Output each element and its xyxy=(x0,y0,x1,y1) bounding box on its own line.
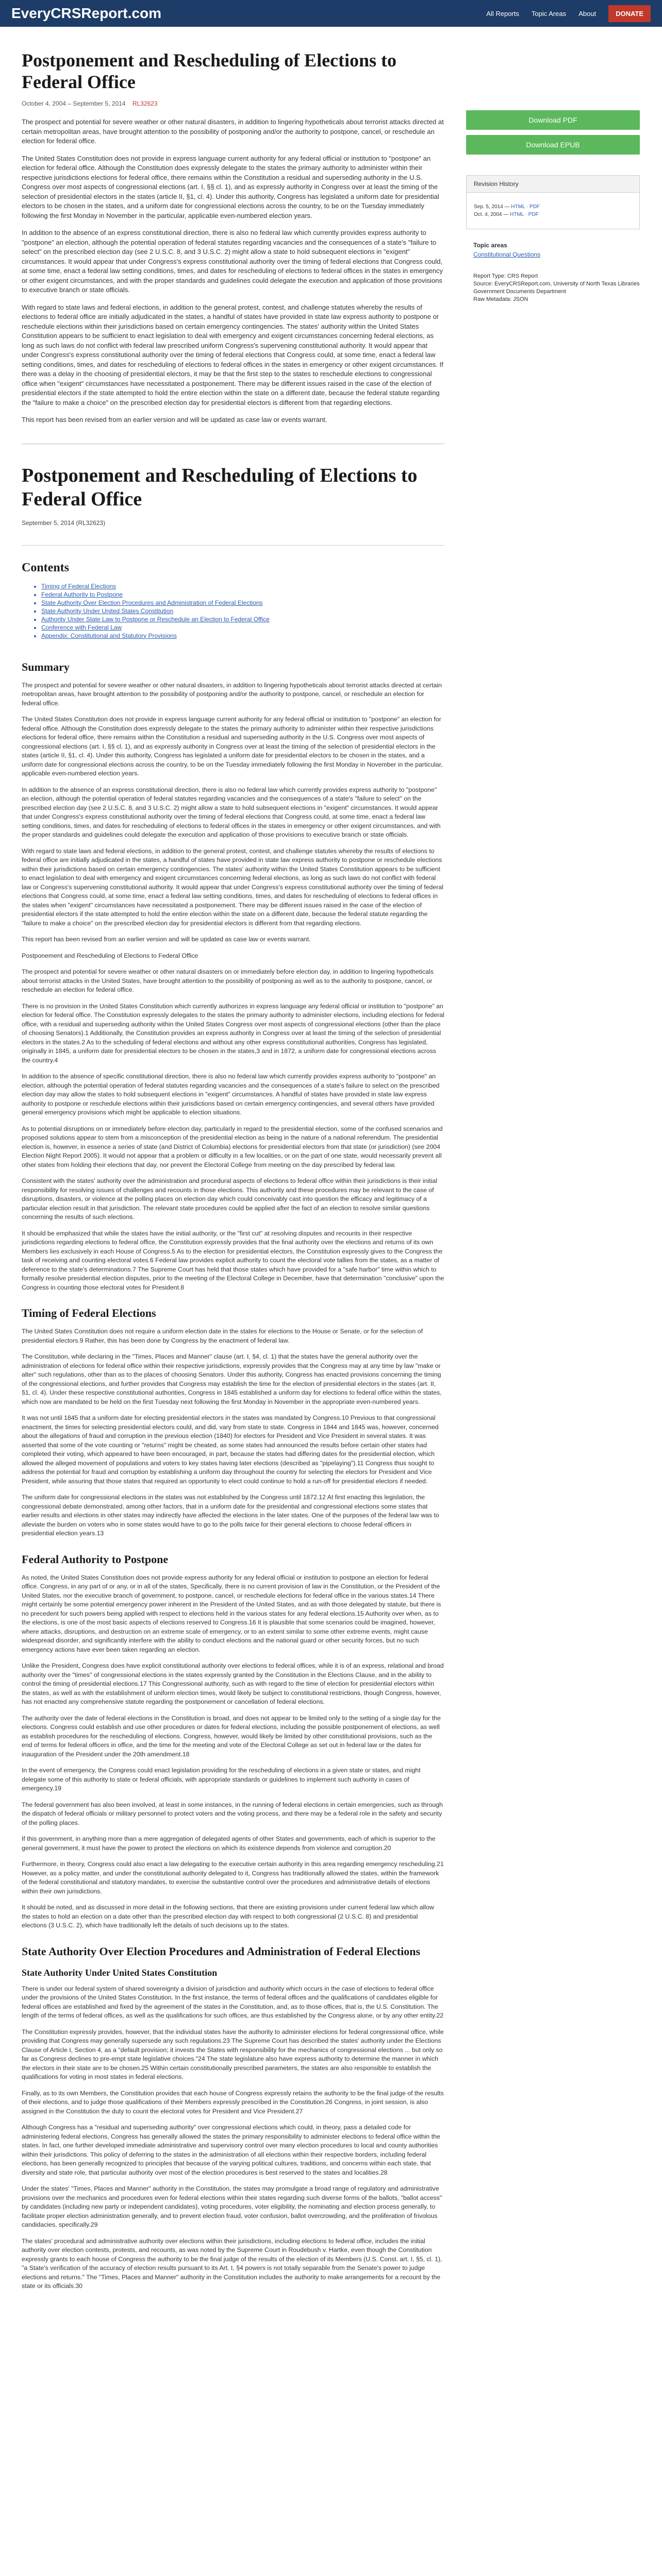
toc-item[interactable] xyxy=(41,632,444,640)
summary-heading: Summary xyxy=(22,660,70,673)
table-of-contents xyxy=(22,582,444,640)
top-summary xyxy=(22,117,444,425)
body-paragraph: Postponement and Rescheduling of Elections to Federal Office xyxy=(22,952,198,959)
toc-link[interactable]: Authority Under State Law to Postpone or Reschedule an Election to Federal Office xyxy=(41,615,270,623)
raw-metadata[interactable]: Raw Metadata: JSON xyxy=(473,296,528,302)
body-paragraph: In addition to the absence of specific constitutional direction, there is also no federal law which currently provides express authority to "postpone" an election, although the potential operation of federal statutes regarding vacancies and the consequences of a state's failure to select on the prescribed election day may allow the states to hold subsequent elections in "exigent" circumstances. A handful of states have provided in state law express authority to postpone or reschedule elections within their jurisdictions based on certain emergency contingencies, and several others have provided general emergency provisions which might be applicable to election situations. xyxy=(22,1073,440,1116)
report-source: Source: EveryCRSReport.com, University of North Texas Libraries Government Documents Department xyxy=(473,281,640,295)
topic-link[interactable]: Constitutional Questions xyxy=(473,251,541,258)
summary-paragraph: The United States Constitution does not provide in express language current authority for any federal official or institution to "postpone" an election for federal office. Although the Constitution does expressly delegate to the states the primary authority to administer within their respective jurisdictions elections for federal office, there remains within the Constitution a residual and superseding authority in the U.S. Congress over most aspects of congressional elections (art. I, §§ cl. 1), and as expressly authority in Congress over at least the timing of the selection of presidential electors in the states (article II, §1, cl. 4). Under this authority, Congress has legislated a uniform date for presidential electors to be chosen in the states, and a uniform date for congressional elections across the country, to be on the Tuesday immediately following the first Monday in November in the particular, applicable even-numbered election years. xyxy=(22,154,439,219)
body-paragraph: The states' procedural and administrative authority over elections within their jurisdictions, including elections to federal office, includes the initial authority over election contests, protests, and recounts, as was noted by the Supreme Court in Roudebush v. Hartke, even though the Constitution expressly grants to each house of Congress the authority to be the final judge of the results of the election of its Members (U.S. Const. art. I, §5, cl. 1), "a State's verification of the accuracy of election results pursuant to its Art. I, §4 powers is not totally separable from the Senate's power to judge elections and returns." The "Times, Places and Manner" authority in the Constitution includes the authority to make arrangements for a recount by the state or its officials.30 xyxy=(22,2237,442,2290)
toc-link[interactable]: State Authority Under United States Constitution xyxy=(41,607,174,615)
report-id[interactable]: RL32623 xyxy=(132,100,158,107)
body-paragraph: This report has been revised from an earlier version and will be updated as case law or events warrant. xyxy=(22,936,311,943)
toc-item[interactable] xyxy=(41,623,444,632)
report-date: September 5, 2014 (RL32623) xyxy=(22,519,106,527)
contents-heading: Contents xyxy=(22,561,70,574)
nav-about[interactable]: About xyxy=(578,9,597,18)
site-logo[interactable]: EveryCRSReport.com xyxy=(11,5,161,21)
state-authority-heading: State Authority Over Election Procedures and Administration of Federal Elections xyxy=(22,1944,421,1958)
revision-links[interactable]: HTML · PDF xyxy=(510,212,539,217)
revision-item: Sep. 5, 2014 — HTML · PDF xyxy=(474,204,540,210)
top-nav-links xyxy=(486,5,651,22)
body-paragraph: The United States Constitution does not require a uniform election date in the states for elections to the House or Senate, or for the selection of presidential electors.9 Rather, this has been done by Congress by the enactment of federal law. xyxy=(22,1328,423,1344)
body-paragraph: Consistent with the states' authority over the administration and procedural aspects of elections to federal office within their jurisdictions is their initial responsibility for resolving issues of challenges and recounts in those elections. This authority and these procedures may be relevant to the case of disruptions, disasters, or violence at the polling places on election day which could conceivably cast into question the efficacy and legitimacy of a particular election result in that jurisdiction. The relevant state procedures could be applied after the fact of an election to resolve similar questions concerning the results of such elections. xyxy=(22,1177,437,1221)
divider xyxy=(22,545,444,546)
summary-paragraph: In addition to the absence of an express constitutional direction, there is also no federal law which currently provides express authority to "postpone" an election, although the potential operation of federal statutes regarding vacancies and the consequences of a state's "failure to select" on the prescribed election day (see 2 U.S.C. 8, and 3 U.S.C. 2) might allow a state to hold subsequent elections in "exigent" circumstances. It would appear that under Congress's express constitutional authority over the timing of federal elections that Congress could, at some time, enact a federal law setting conditions, times, and dates for rescheduling of elections to federal offices in the states in emergency or other exigent circumstances, and with the proper standards and guidelines could delegate the execution and application of those provisions to executive branch or state officials. xyxy=(22,229,443,294)
body-paragraph: Unlike the President, Congress does have explicit constitutional authority over elections to federal offices, while it is of an express, relational and broad authority over the "times" of congressional elections in the states expressly granted by the Constitution in the Elections Clause, and in the ability to control the timing of presidential elections.17 This Congressional authority, such as with regard to the time of election for presidential electors within the states, as well as with the establishment of uniform election times, would likely be subject to constitutional restrictions, though Congress, however, has not enacted any comprehensive statute regarding the postponement or cancellation of federal elections. xyxy=(22,1662,444,1705)
toc-item[interactable] xyxy=(41,582,444,590)
body-paragraph: The federal government has also been involved, at least in some instances, in the running of federal elections in certain emergencies, such as through the dispatch of federal officials or military personnel to protect voters and the voting process, and there may be a federal role in the safety and security of the polling places. xyxy=(22,1801,443,1826)
revision-list xyxy=(467,193,639,229)
toc-item[interactable] xyxy=(41,599,444,607)
body-paragraph: The prospect and potential for severe weather or other natural disasters on or immediately before election day, in addition to lingering hypotheticals about terrorist attacks in the United States, have brought attention to the possibility of postponing as well as to the authority to postpone, cancel, or reschedule an election for federal office. xyxy=(22,968,434,993)
federal-authority-heading: Federal Authority to Postpone xyxy=(22,1552,169,1566)
revision-date: Sep. 5, 2014 xyxy=(474,204,503,210)
body-paragraph: There is under our federal system of shared sovereignty a division of jurisdiction and authority which occurs in the case of elections to federal office under the provisions of the United States Constitution. In the first instance, the terms of federal offices and the qualifications of candidates eligible for federal offices are established and fixed by the agreement of the states in the Constitution, and, as to those offices, that is, the U.S. Constitution. The length of the terms of federal offices, as well as the qualifications for such offices, are thus established by the Congress alone, or by any other entity.22 xyxy=(22,1985,444,2019)
summary-paragraph: The prospect and potential for severe weather or other natural disasters, in addition to lingering hypotheticals about terrorist attacks directed at certain metropolitan areas, have brought attention to the possibility of postponing and/or the authority to postpone, cancel, or reschedule an election for federal office. xyxy=(22,118,444,145)
body-paragraph: The Constitution, while declaring in the "Times, Places and Manner" clause (art. I, §4, cl. 1) that the states have the general authority over the administration of elections for federal office within their respective jurisdictions, expressly provides that the Congress may at any time by law "make or alter" such regulations, other than as to the places of choosing Senators. Under this authority, Congress has enacted provisions concerning the timing of the congressional elections, and further provides that Congress may establish the time for the election of presidential electors in the states (art. II, §1, cl. 4). Under these respective constitutional authorities, Congress in 1845 established a uniform day for elections to federal office within the states, which now are mandated to be held on the first Tuesday next following the first Monday in November in the appropriate even-numbered years. xyxy=(22,1353,442,1405)
revision-history-panel xyxy=(466,175,640,229)
download-pdf-button[interactable]: Download PDF xyxy=(466,110,640,130)
main-content xyxy=(22,27,444,2298)
topic-areas-label: Topic areas xyxy=(473,242,507,249)
body-paragraph: The Constitution expressly provides, however, that the individual states have the authority to administer elections for federal congressional office, while providing that Congress may generally supersede any such regulations.23 The Supreme Court has described the states' authority under the Elections Clause of Article I, Section 4, as a "default provision; it invests the States with responsibility for the mechanics of congressional elections ... but only so far as Congress declines to pre-empt state legislative choices."24 The state legislature also have express authority to determine the manner in which the electors in their state are to be chosen.25 Within certain constitutionally prescribed parameters, the states are also responsible to establish the qualifications for voting in most states in federal elections. xyxy=(22,2028,444,2080)
body-paragraph: With regard to state laws and federal elections, in addition to the general protest, contest, and challenge statutes whereby the results of elections to federal office are initially adjudicated in the states, a handful of states have provided in state law express authority to postpone or reschedule elections within their jurisdictions based on certain emergency contingencies. The states' authority within the United States Constitution appears to be sufficient to enact legislation to deal with emergency and exigent circumstances concerning federal elections, as long as such laws do not conflict with federal law or Congress's supervening constitutional authority. It would appear that under Congress's express constitutional authority over the timing of federal elections that Congress could, at some time, enact a federal law setting conditions, times, and dates for rescheduling of elections to federal offices in the states when "exigent" circumstances have necessitated a postponement. There may be different issues raised in the case of the election of presidential electors if the state attempted to hold the entire election within the state on a different date, because the federal statute regarding the "failure to make a choice" on the prescribed election day for presidential electors is different from that regarding elections. xyxy=(22,847,443,927)
body-paragraph: The uniform date for congressional elections in the states was not established by the Congress until 1872.12 At first enacting this legislation, the congressional debate demonstrated, among other factors, that in a uniform date for the presidential and congressional elections some states that earlier results and elections in other states may indirectly have affected the elections in the later states. One of the purposes of the federal law was to alleviate the burden on voters who in some states would have to go to the polls twice for their general elections to choose federal officers in presidential election years.13 xyxy=(22,1494,439,1537)
body-paragraph: In addition to the absence of an express constitutional direction, there is also no federal law which currently provides express authority to "postpone" an election, although the potential operation of federal statutes regarding vacancies and the consequences of a state's "failure to select" on the prescribed election day (see 2 U.S.C. 8, and 3 U.S.C. 2) might allow a state to hold subsequent elections in "exigent" circumstances. It would appear that under Congress's express constitutional authority over the timing of federal elections that Congress could, at some time, enact a federal law setting conditions, times, and dates for rescheduling of elections to federal offices in the states in emergency or other exigent circumstances, and with the proper standards and guidelines could delegate the execution and application of those provisions to executive branch or state officials. xyxy=(22,786,441,838)
summary-paragraph: With regard to state laws and federal elections, in addition to the general protest, contest, and challenge statutes whereby the results of elections to federal office are initially adjudicated in the states, a handful of states have provided in state law express authority to postpone or reschedule elections within their jurisdictions based on certain emergency contingencies. The states' authority within the United States Constitution appears to be sufficient to enact legislation to deal with emergency and exigent circumstances concerning federal elections, as long as such laws do not conflict with federal law prescribed uniform Congress's supervening constitutional authority. It would appear that under Congress's express constitutional authority over the timing of federal elections that Congress could, at some time, enact a federal law setting conditions, times, and dates for rescheduling of elections to federal offices in the states in emergency or other exigent circumstances. If there was a delay in the choosing of presidential electors, it may be that the first step to the states to reschedule elections to congressional office when "exigent" circumstances have necessitated a postponement. There may be different issues raised in the case of the election of presidential electors if the state attempted to hold the entire election within the state on a different date, because the federal statute regarding the "failure to make a choice" on the prescribed election day for presidential electors is different from that regarding elections. xyxy=(22,303,443,406)
download-epub-button[interactable]: Download EPUB xyxy=(466,135,640,155)
toc-item[interactable] xyxy=(41,615,444,623)
body-paragraph: As to potential disruptions on or immediately before election day, particularly in regard to the presidential election, some of the confused scenarios and proposed solutions appear to stem from a misconception of the presidential election as being in the nature of a national referendum. The presidential election is, however, in essence a series of state (and District of Columbia) elections for presidential electors from that state (or jurisdiction) (see 2004 Election Night Report 2005). It would not appear that a problem or difficulty in a few localities, or on the part of one state, would necessarily prevent all other states from holding their elections that day, nor prevent the Electoral College from meeting on the day prescribed by federal law. xyxy=(22,1125,443,1168)
body-paragraph: The authority over the date of federal elections in the Constitution is broad, and does not appear to be limited only to the setting of a single day for the elections. Congress could establish and use other procedures or dates for federal elections, including the possible postponement of elections, as well as establish procedures for the rescheduling of elections. Congress, however, would likely be limited by other constitutional provisions, such as the end of terms for federal officers in office, and the time for the meeting and vote of the Electoral College as set out in federal law or the dates for inauguration of the President under the 20th amendment.18 xyxy=(22,1714,441,1758)
page-title: Postponement and Rescheduling of Elections to Federal Office xyxy=(22,50,397,92)
toc-link[interactable]: Timing of Federal Elections xyxy=(41,582,116,590)
body-paragraph: Although Congress has a "residual and superseding authority" over congressional elections which could, in theory, pass a detailed code for administering federal elections, Congress has generally allowed the states the primary responsibility to administer elections to federal office within the states. In fact, one further developed immediate administrative and supervisory control over many election procedures to local and county authorities within their jurisdictions. This policy of deferring to the states in the administration of all elections within their respective borders, including federal elections, has been generally recognized to principles that because of the varying political cultures, traditions, and concerns within each state, that diversity and state role, that particular authority over most of the election procedures is best reserved to the states and localities.28 xyxy=(22,2124,440,2176)
report-type: Report Type: CRS Report xyxy=(473,273,538,279)
report-source-info xyxy=(466,273,640,303)
revision-links[interactable]: HTML · PDF xyxy=(511,204,540,210)
body-paragraph: Furthermore, in theory, Congress could also enact a law delegating to the executive certain authority in this area regarding emergency rescheduling.21 However, as a policy matter, and under the constitutional authority delegated to it, Congress has traditionally allowed the states, within the framework of the federal constitutional and statutory mandates, to exercise the substantive control over the procedures and administrative details of elections within their own jurisdictions. xyxy=(22,1860,444,1895)
toc-item[interactable] xyxy=(41,607,444,615)
toc-link[interactable]: Federal Authority to Postpone xyxy=(41,590,123,598)
revision-history-heading: Revision History xyxy=(467,176,639,193)
report-dates: October 4, 2004 – September 5, 2014 xyxy=(22,100,126,107)
toc-link[interactable]: State Authority Over Election Procedures and Administration of Federal Elections xyxy=(41,599,263,606)
summary-paragraph: This report has been revised from an earlier version and will be updated as case law or events warrant. xyxy=(22,416,327,423)
sidebar xyxy=(466,27,640,2298)
body-paragraph: It was not until 1845 that a uniform date for electing presidential electors in the states was mandated by Congress.10 Previous to that congressional enactment, the times for selecting presidential electors could, and did, vary from state to state. Congress in 1844 and 1845 was, however, concerned about the allegations of fraud and corruption in the previous election (1840) for electors for President and Vice President in several states. It was asserted that some of the vote counting or "returns" might be cheated, as some states had announced the results before certain other states had completed their voting, which appeared to have been encouraged, in part, because the states had differing dates for the presidential election, which allowed the alleged movement of populations and voters to key states having later elections (described as "pipelaying").11 Congress thus sought to address the potential for fraud and corruption by establishing a uniform day throughout the country for selecting the electors for President and Vice President, while assuring that those states that required an opportunity to elect could continue to hold a run-off for presidential electors if needed. xyxy=(22,1414,439,1485)
toc-link[interactable]: Appendix: Constitutional and Statutory Provisions xyxy=(41,632,177,639)
body-paragraph: In the event of emergency, the Congress could enact legislation providing for the rescheduling of elections in a given state or states, and might delegate some of this authority to state or federal officials, with appropriate standards or guidelines to implement such authority in cases of emergency.19 xyxy=(22,1767,421,1792)
body-paragraph: The prospect and potential for severe weather or other natural disasters, in addition to lingering hypotheticals about terrorist attacks directed at certain metropolitan areas, have brought attention to the possibility of postponing and/or the authority to postpone, cancel, or reschedule an election for federal office. xyxy=(22,681,442,707)
timing-heading: Timing of Federal Elections xyxy=(22,1307,156,1319)
report-body xyxy=(22,660,444,2291)
body-paragraph: It should be noted, and as discussed in more detail in the following sections, that there are existing provisions under current federal law which allow the states to hold an election on a date other than the prescribed election day with respect to both congressional (2 U.S.C. 8) and presidential elections (3 U.S.C. 2), which have traditionally left the details of such decisions up to the states. xyxy=(22,1904,434,1929)
body-paragraph: If this government, in anything more than a mere aggregation of delegated agents of other States and governments, each of which is superior to the general government, it must have the power to protect the elections on which its existence depends from violence and corruption.20 xyxy=(22,1835,436,1852)
nav-all-reports[interactable]: All Reports xyxy=(486,9,519,18)
report-title: Postponement and Rescheduling of Elections to Federal Office xyxy=(22,464,418,510)
state-authority-subheading: State Authority Under United States Constitution xyxy=(22,1967,218,1978)
nav-topic-areas[interactable]: Topic Areas xyxy=(531,9,567,18)
report-meta xyxy=(22,100,444,107)
top-navigation-bar xyxy=(0,0,662,27)
revision-date: Oct. 4, 2004 xyxy=(474,212,502,217)
body-paragraph: The United States Constitution does not provide in express language current authority for any federal official or institution to "postpone" an election for federal office. Although the Constitution does expressly delegate to the states the primary authority to administer within their respective jurisdictions elections for federal office, there remains within the Constitution a residual and superseding authority in the U.S. Congress over most aspects of congressional elections (art. I, §§ cl. 1), and as expressly authority in Congress over at least the timing of the selection of presidential electors in the states (article II, §1, cl. 4). Under this authority, Congress has legislated a uniform date for presidential electors to be chosen in the states, and a uniform date for congressional elections across the country, to be on the Tuesday immediately following the first Monday in November in the particular, applicable even-numbered election years. xyxy=(22,716,443,777)
revision-item: Oct. 4, 2004 — HTML · PDF xyxy=(474,212,539,217)
toc-link[interactable]: Conference with Federal Law xyxy=(41,623,122,631)
body-paragraph: Under the states' "Times, Places and Manner" authority in the Constitution, the states may promulgate a broad range of regulatory and administrative provisions over the mechanics and procedures even for federal elections within their states regarding such diverse forms of the ballots, "ballot access" by candidates (including new party or independent candidates), voting procedures, voter eligibility, the nominating and election process generally, to facilitate proper election administration generally, and to prevent election fraud, voter confusion, ballot overcrowding, and the proliferation of frivolous candidacies, specifically.29 xyxy=(22,2185,442,2228)
body-paragraph: There is no provision in the United States Constitution which currently authorizes in express language any federal official or institution to "postpone" an election for federal office. The Constitution expressly delegates to the states the primary authority to administer elections, including elections for federal office, with a residual and superseding authority within the United States Congress over most aspects of congressional elections (other than the place of choosing Senators).1 Additionally, the Constitution provides an express authority in Congress over at least the timing of the selection of presidential electors in the states.2 As to the scheduling of federal elections and without any other express constitutional authorities, Congress has legislated, originally in 1845, a uniform date for presidential electors to be chosen in the states,3 and in 1872, a uniform date for congressional elections across the country.4 xyxy=(22,1002,444,1064)
body-paragraph: It should be emphasized that while the states have the initial authority, or the "first cut" at resolving disputes and recounts in their respective jurisdictions regarding elections to federal office, the Constitution expressly provides that the final authority over the elections and returns of its own Members lies exclusively in each House of Congress.5 As to the election for presidential electors, the Constitution expressly gives to the Congress the task of receiving and counting electoral votes.6 Federal law provides explicit authority to count the electoral vote tallies from the states, as a matter of deference to the state's determinations.7 The Supreme Court has held that those states which have provided for a "safe harbor" time within which to formally resolve presidential election disputes, prior to the meeting of the Electoral College in December, have that determination "conclusive" upon the Congress in counting those electoral votes for President.8 xyxy=(22,1229,444,1291)
body-paragraph: As noted, the United States Constitution does not provide express authority for any federal official or institution to postpone an election for federal office. Congress, in any part of or any, or in all of the states, Specifically, there is no current provision of law in the Constitution, or the President of the United States, nor the executive branch of government, to postpone, cancel, or reschedule elections for federal office in the various states.14 There might certainly be some potential emergency power inherent in the President of the United States, and as with those delegated by statute, but there is no precedent for such powers being applied with respect to elections held in the various states for any federal elections.15 Authority over when, as to the elections, is one of the most basic aspects of elections reserved to Congress.16 It is plausible that some scenarios could be imagined, however, where attacks, disruptions, and destruction on an extreme scale of emergency, or to an extent similar to some other extreme events, might cause widespread disorder, and significantly interfere with the ability to conduct elections and the national guard or other security forces, but no such emergency actions have ever been taken regarding an election. xyxy=(22,1573,441,1653)
toc-item[interactable] xyxy=(41,590,444,599)
donate-button[interactable]: DONATE xyxy=(608,5,651,22)
body-paragraph: Finally, as to its own Members, the Constitution provides that each house of Congress expressly retains the authority to be the final judge of the results of their elections, and to judge those qualifications of their Members expressly prescribed in the Constitution.26 Congress, in joint session, is also assigned in the Constitution the duty to count the electoral votes for President and Vice President.27 xyxy=(22,2089,444,2115)
